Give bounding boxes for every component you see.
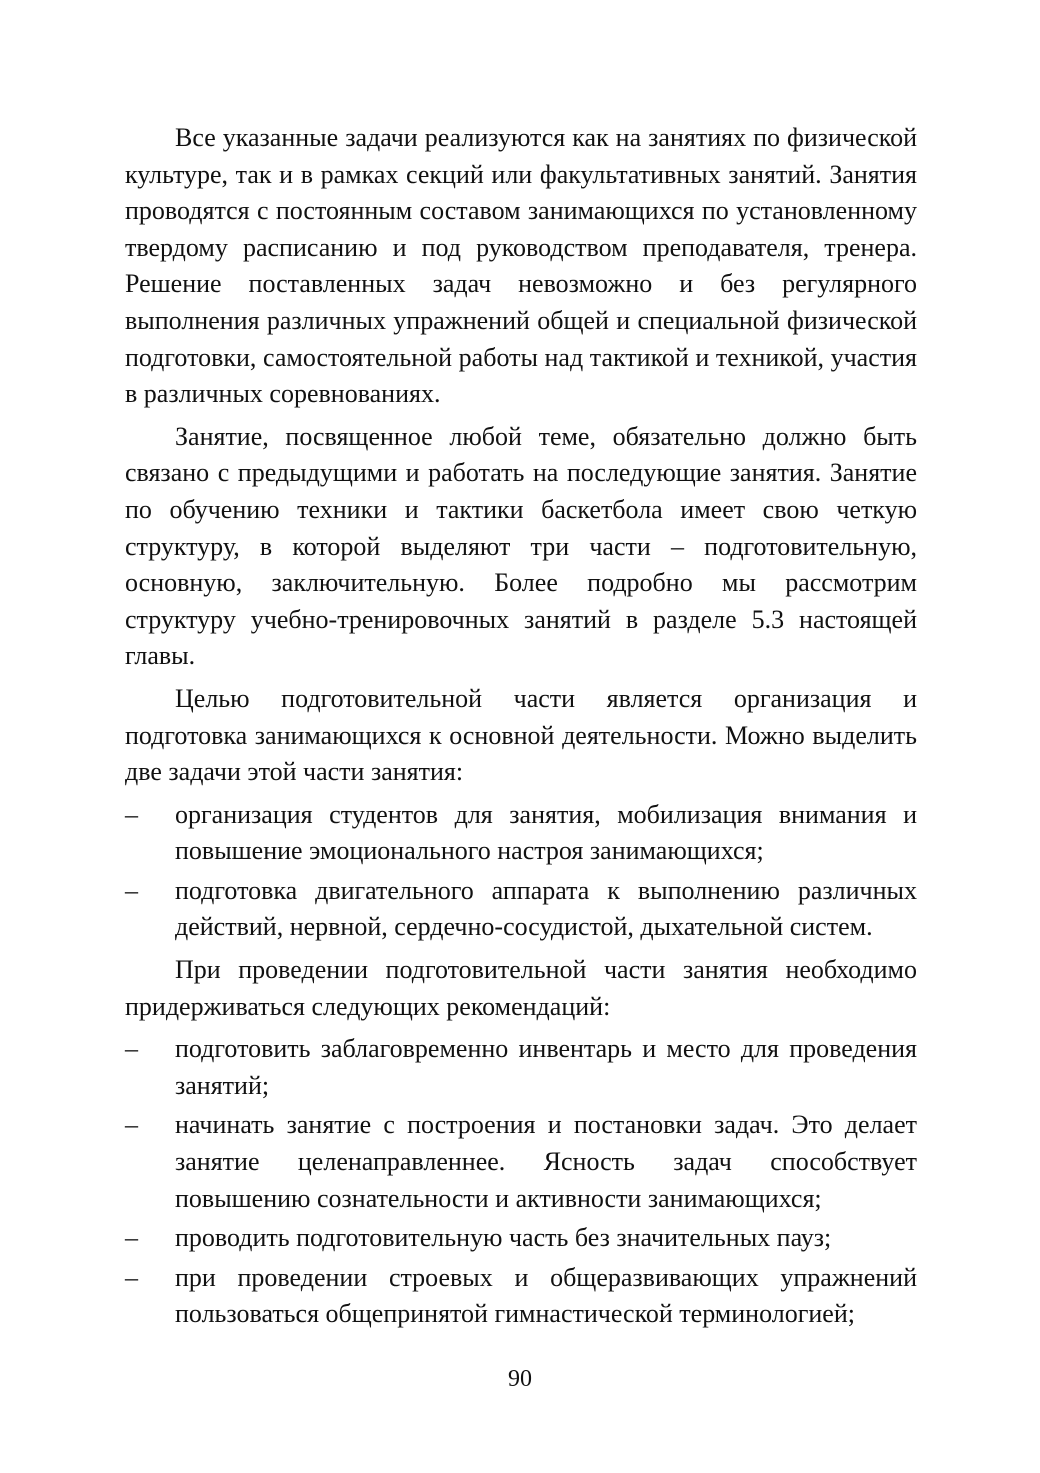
list-dash: –	[125, 799, 138, 829]
list-item	[125, 1107, 917, 1217]
list-dash: –	[125, 1034, 138, 1064]
list-item-text: при проведении строевых и общеразвивающих упражнений пользоваться общепринятой гимнастической терминологией;	[175, 1262, 917, 1329]
page-body	[125, 120, 917, 1339]
page-number: 90	[508, 1366, 532, 1392]
list-item	[125, 1260, 917, 1333]
paragraph: Целью подготовительной части является организация и подготовка занимающихся к основной деятельности. Можно выделить две задачи этой части занятия:	[125, 683, 917, 787]
list-recommendations	[125, 1031, 917, 1333]
list-item	[125, 797, 917, 870]
paragraph: При проведении подготовительной части занятия необходимо придерживаться следующих рекомендаций:	[125, 955, 917, 1021]
list-item	[125, 1031, 917, 1104]
list-item-text: проводить подготовительную часть без значительных пауз;	[175, 1223, 832, 1253]
list-item-text: подготовить заблаговременно инвентарь и место для проведения занятий;	[175, 1034, 917, 1100]
list-dash: –	[125, 1110, 138, 1140]
list-tasks	[125, 797, 917, 946]
list-item	[125, 873, 917, 946]
paragraph: Занятие, посвященное любой теме, обязательно должно быть связано с предыдущими и работать на последующие занятия. Занятие по обучению техники и тактики баскетбола имеет свою четкую структуру, в которой выделяют три части – подготовительную, основную, заключительную. Более подробно мы рассмотрим структуру учебно-тренировочных занятий в разделе 5.3 настоящей главы.	[125, 421, 917, 671]
list-dash: –	[125, 1262, 138, 1292]
list-item-text: организация студентов для занятия, мобилизация внимания и повышение эмоционального настроя занимающихся;	[175, 799, 917, 866]
list-item	[125, 1220, 917, 1257]
list-item-text: начинать занятие с построения и постановки задач. Это делает занятие целенаправленнее. Ясность задач способствует повышению сознательности и активности занимающихся;	[175, 1110, 917, 1213]
list-dash: –	[125, 1223, 138, 1253]
list-item-text: подготовка двигательного аппарата к выполнению различных действий, нервной, сердечно-сосудистой, дыхательной систем.	[175, 875, 917, 942]
list-dash: –	[125, 875, 138, 905]
paragraph: Все указанные задачи реализуются как на занятиях по физической культуре, так и в рамках секций или факультативных занятий. Занятия проводятся с постоянным составом занимающихся по установленному твердому расписанию и под руководством преподавателя, тренера. Решение поставленных задач невозможно и без регулярного выполнения различных упражнений общей и специальной физической подготовки, самостоятельной работы над тактикой и техникой, участия в различных соревнованиях.	[125, 123, 917, 409]
